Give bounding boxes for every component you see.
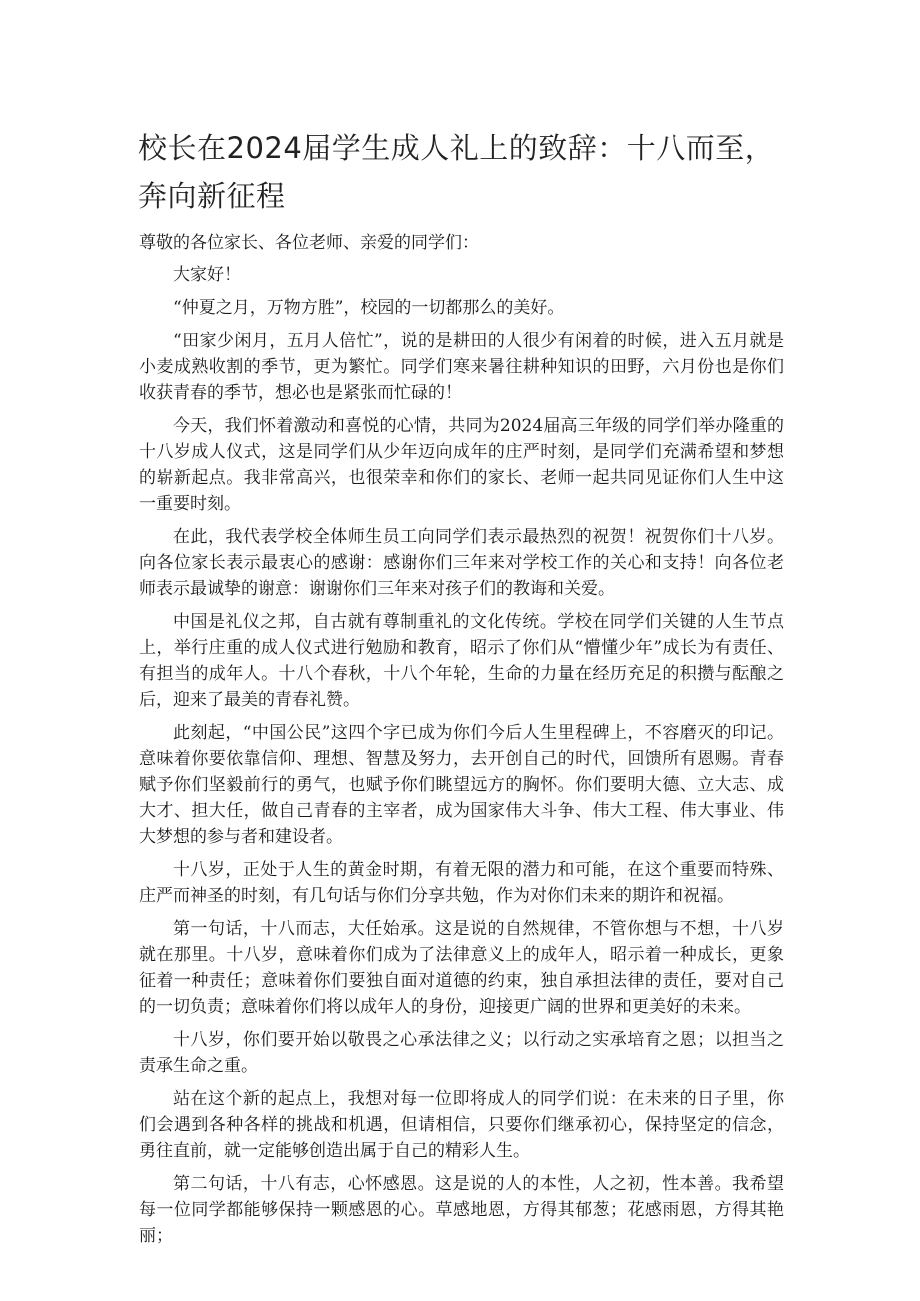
salutation: 尊敬的各位家长、各位老师、亲爱的同学们：	[139, 233, 479, 253]
document-body	[139, 230, 784, 1256]
paragraph: 此刻起，“中国公民”这四个字已成为你们今后人生里程碑上，不容磨灭的印记。意味着你要依靠信仰、理想、智慧及努力，去开创自己的时代，回馈所有恩赐。青春赋予你们坚毅前行的勇气，也赋予你们眺望远方的胸怀。你们要明大德、立大志、成大才、担大任，做自己青春的主宰者，成为国家伟大斗争、伟大工程、伟大事业、伟大梦想的参与者和建设者。	[139, 723, 784, 847]
paragraph: “仲夏之月，万物方胜”，校园的一切都那么的美好。	[173, 298, 565, 318]
paragraph: 今天，我们怀着激动和喜悦的心情，共同为2024届高三年级的同学们举办隆重的十八岁成人仪式，这是同学们从少年迈向成年的庄严时刻，是同学们充满希望和梦想的崭新起点。我非常高兴，也很荣幸和你们的家长、老师一起共同见证你们人生中这一重要时刻。	[139, 416, 784, 514]
paragraph: 十八岁，正处于人生的黄金时期，有着无限的潜力和可能，在这个重要而特殊、庄严而神圣的时刻，有几句话与你们分享共勉，作为对你们未来的期许和祝福。	[139, 860, 784, 906]
paragraph: 第二句话，十八有志，心怀感恩。这是说的人的本性，人之初，性本善。我希望每一位同学都能够保持一颗感恩的心。草感地恩，方得其郁葱；花感雨恩，方得其艳丽；	[139, 1174, 784, 1246]
paragraph: 在此，我代表学校全体师生员工向同学们表示最热烈的祝贺！祝贺你们十八岁。向各位家长表示最衷心的感谢：感谢你们三年来对学校工作的关心和支持！向各位老师表示最诚挚的谢意：谢谢你们三年来对孩子们的教诲和关爱。	[139, 527, 784, 599]
paragraph: 中国是礼仪之邦，自古就有尊制重礼的文化传统。学校在同学们关键的人生节点上，举行庄重的成人仪式进行勉励和教育，昭示了你们从“懵懂少年”成长为有责任、有担当的成年人。十八个春秋，十八个年轮，生命的力量在经历充足的积攒与酝酿之后，迎来了最美的青春礼赞。	[139, 612, 784, 710]
paragraph-greeting: 大家好！	[173, 265, 241, 285]
paragraph: 站在这个新的起点上，我想对每一位即将成人的同学们说：在未来的日子里，你们会遇到各种各样的挑战和机遇，但请相信，只要你们继承初心，保持坚定的信念，勇往直前，就一定能够创造出属于自己的精彩人生。	[139, 1089, 784, 1161]
paragraph: 十八岁，你们要开始以敬畏之心承法律之义；以行动之实承培育之恩；以担当之责承生命之重。	[139, 1030, 784, 1076]
document-title: 校长在2024届学生成人礼上的致辞：十八而至，奔向新征程	[138, 131, 775, 213]
paragraph: “田家少闲月，五月人倍忙”，说的是耕田的人很少有闲着的时候，进入五月就是小麦成熟收割的季节，更为繁忙。同学们寒来暑往耕种知识的田野，六月份也是你们收获青春的季节，想必也是紧张而忙碌的！	[139, 331, 784, 403]
paragraph: 第一句话，十八而志，大任始承。这是说的自然规律，不管你想与不想，十八岁就在那里。十八岁，意味着你们成为了法律意义上的成年人，昭示着一种成长，更象征着一种责任；意味着你们要独自面对道德的约束，独自承担法律的责任，要对自己的一切负责；意味着你们将以成年人的身份，迎接更广阔的世界和更美好的未来。	[139, 919, 784, 1017]
